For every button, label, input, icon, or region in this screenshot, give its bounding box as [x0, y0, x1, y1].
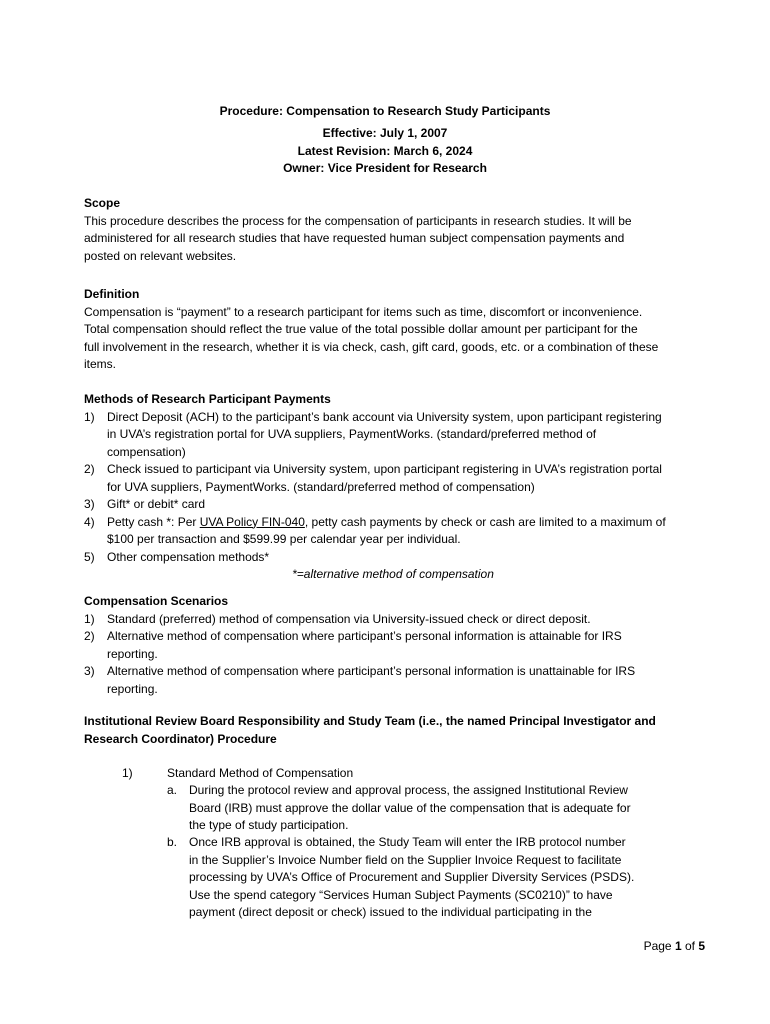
definition-text-line: items.	[84, 357, 117, 371]
list-item	[84, 461, 702, 496]
irb-heading	[84, 713, 702, 748]
page-footer	[644, 939, 705, 953]
scope-text-line: administered for all research studies that have requested human subject compensation payments and	[84, 231, 625, 245]
list-item-line	[107, 514, 702, 532]
list-number: 2)	[84, 629, 95, 643]
substep-line: the type of study participation.	[189, 818, 349, 832]
page-number: 1	[674, 939, 682, 953]
definition-section	[84, 286, 702, 374]
list-item-line: in UVA’s registration portal for UVA suppliers, PaymentWorks. (standard/preferred method of	[107, 427, 597, 441]
list-number: 1)	[84, 409, 95, 424]
substep-line: Board (IRB) must approve the dollar value of the compensation that is adequate for	[189, 800, 631, 815]
methods-section	[84, 391, 702, 584]
list-item	[84, 628, 702, 663]
list-item-line: Standard (preferred) method of compensation via University-issued check or direct deposit.	[107, 611, 591, 626]
substep-line: Use the spend category “Services Human Subject Payments (SC0210)” to have	[189, 887, 613, 902]
substep-letter: b.	[167, 835, 178, 849]
list-item-line: Other compensation methods*	[107, 549, 270, 564]
latest-revision: Latest Revision: March 6, 2024	[297, 144, 473, 158]
list-item	[84, 514, 702, 549]
substep-line: processing by UVA’s Office of Procurement and Supplier Diversity Services (PSDS).	[189, 870, 635, 884]
list-number: 4)	[84, 514, 95, 529]
effective-date: Effective: July 1, 2007	[322, 126, 448, 140]
definition-text-line: Compensation is “payment” to a research participant for items such as time, discomfort or inconvenience.	[84, 304, 643, 319]
list-item-line: reporting.	[107, 646, 158, 661]
list-item-line: Gift* or debit* card	[107, 497, 206, 511]
list-item-line: Check issued to participant via University system, upon participant registering in UVA’s registration portal	[107, 462, 662, 476]
list-item	[84, 663, 702, 698]
list-number: 3)	[84, 664, 95, 678]
owner: Owner: Vice President for Research	[283, 161, 487, 175]
of-word: of	[681, 939, 699, 953]
list-item	[84, 611, 702, 629]
list-item-line: $100 per transaction and $599.99 per calendar year per individual.	[107, 532, 461, 546]
list-number: 3)	[84, 497, 95, 511]
methods-heading: Methods of Research Participant Payments	[84, 392, 331, 406]
irb-step-label: Standard Method of Compensation	[167, 766, 354, 780]
list-item-line: Alternative method of compensation where participant’s personal information is attainable for IRS	[107, 629, 622, 643]
list-item-line: Direct Deposit (ACH) to the participant’s bank account via University system, upon participant registering	[107, 409, 662, 424]
petty-cash-text: , petty cash payments by check or cash are limited to a maximum of	[304, 514, 666, 529]
list-item-line: compensation)	[107, 444, 186, 459]
page-word: Page	[643, 939, 675, 953]
scenarios-section	[84, 593, 702, 698]
scope-text-line: This procedure describes the process for the compensation of participants in research studies. It will be	[84, 213, 632, 228]
irb-substep-a	[167, 782, 659, 835]
list-number: 1)	[84, 611, 95, 626]
irb-heading-line: Research Coordinator) Procedure	[84, 731, 277, 746]
list-number: 5)	[84, 549, 95, 564]
list-item	[84, 549, 702, 567]
irb-substep-b	[167, 834, 659, 922]
alternative-method-note: *=alternative method of compensation	[292, 567, 494, 581]
substep-letter: a.	[167, 783, 178, 797]
substep-line: payment (direct deposit or check) issued to the individual participating in the	[189, 905, 592, 919]
page-total: 5	[698, 939, 705, 953]
list-item-line: for UVA suppliers, PaymentWorks. (standard/preferred method of compensation)	[107, 479, 535, 494]
uva-policy-fin-040-link[interactable]: UVA Policy FIN-040	[199, 514, 305, 529]
list-item-line: Alternative method of compensation where participant’s personal information is unattainable for IRS	[107, 664, 636, 678]
scope-text-line: posted on relevant websites.	[84, 248, 237, 263]
substep-line: Once IRB approval is obtained, the Study Team will enter the IRB protocol number	[189, 835, 626, 849]
scope-section	[84, 195, 702, 265]
irb-heading-line: Institutional Review Board Responsibility and Study Team (i.e., the named Principal Investigator and	[84, 714, 656, 728]
petty-cash-text: Petty cash *: Per	[107, 514, 200, 529]
substep-line: in the Supplier’s Invoice Number field on the Supplier Invoice Request to facilitate	[189, 852, 622, 867]
definition-heading: Definition	[84, 287, 140, 301]
substep-line: During the protocol review and approval process, the assigned Institutional Review	[189, 783, 628, 797]
list-item	[84, 409, 702, 462]
document-title: Procedure: Compensation to Research Study Participants	[219, 104, 551, 118]
list-item-line: reporting.	[107, 681, 158, 696]
list-number: 2)	[84, 462, 95, 476]
irb-step-number: 1)	[122, 766, 133, 780]
list-item	[84, 496, 702, 514]
scope-heading: Scope	[84, 196, 121, 210]
scenarios-heading: Compensation Scenarios	[84, 594, 229, 608]
definition-text-line: full involvement in the research, whether it is via check, cash, gift card, goods, etc. or a combination of these	[84, 339, 659, 354]
definition-text-line: Total compensation should reflect the true value of the total possible dollar amount per participant for the	[84, 322, 638, 336]
